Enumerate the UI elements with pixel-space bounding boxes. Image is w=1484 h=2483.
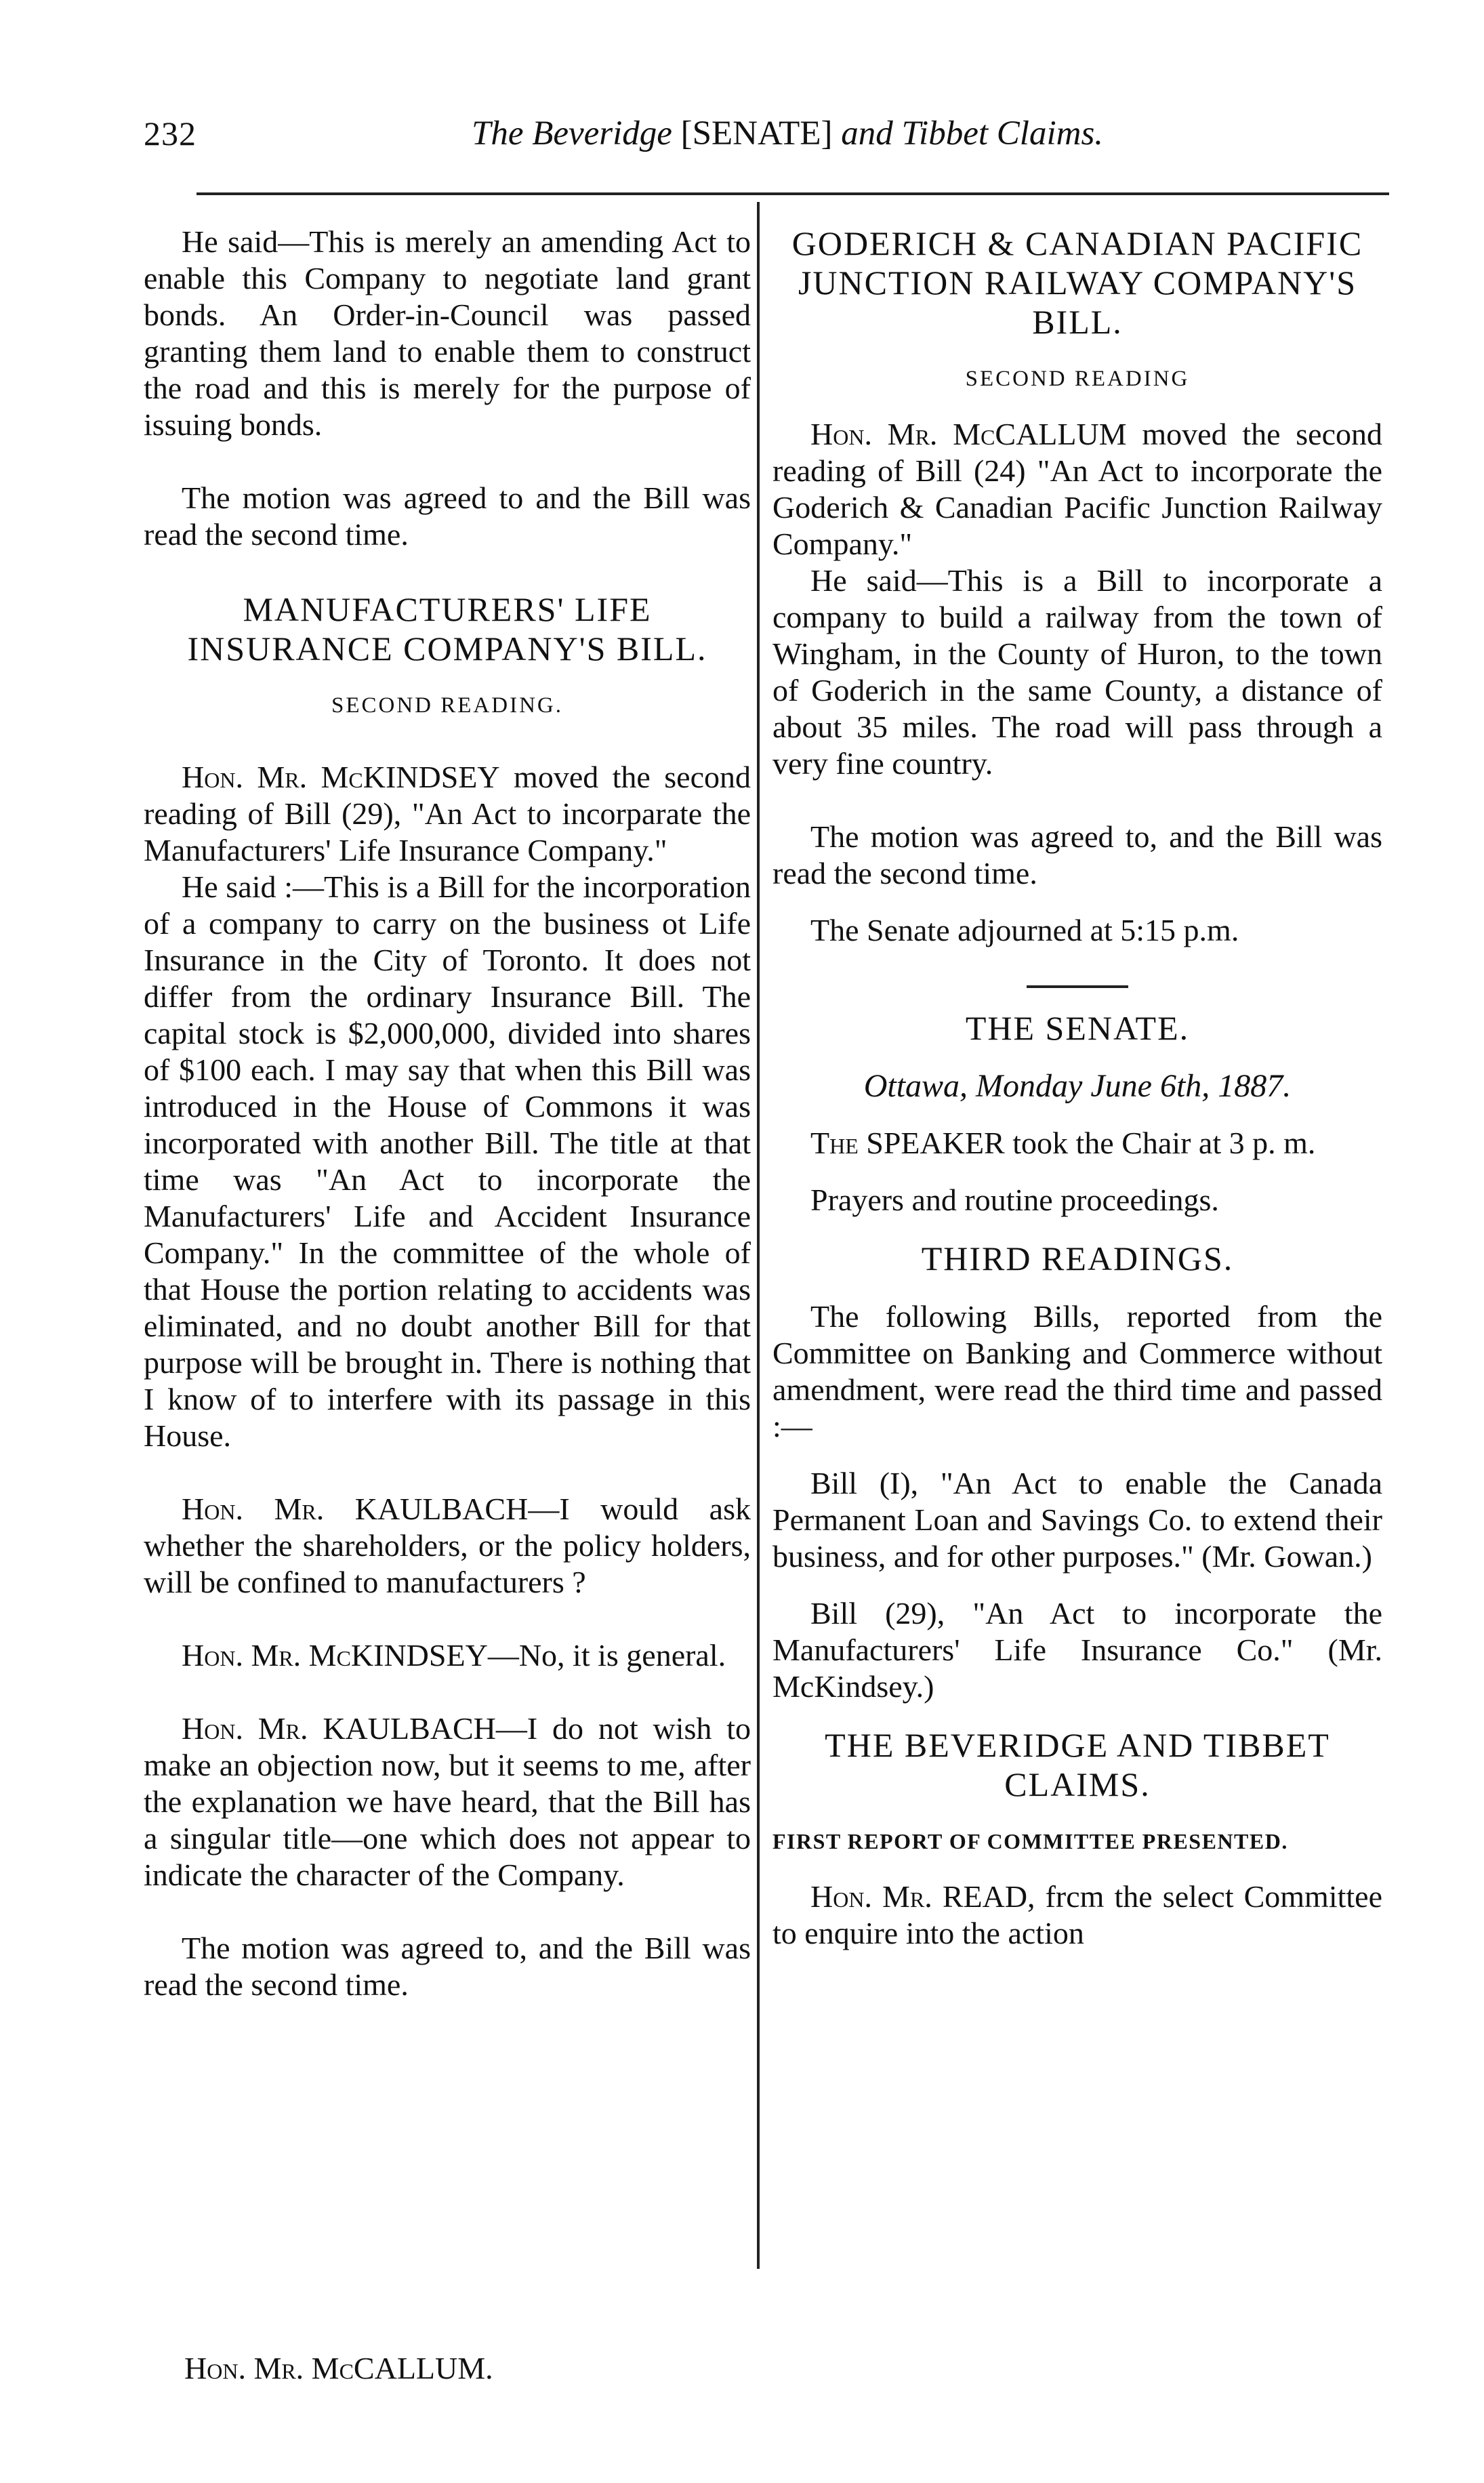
paragraph: Prayers and routine proceedings. xyxy=(810,1183,1219,1217)
running-title-part2: [SENATE] xyxy=(680,115,833,152)
paragraph: The motion was agreed to, and the Bill was read the second time. xyxy=(144,1931,751,2002)
running-title-part1: The Beveridge xyxy=(471,115,672,152)
section-heading: GODERICH & CANADIAN PACIFIC JUNCTION RAILWAY COMPANY'S BILL. xyxy=(791,224,1363,341)
paragraph: He said—This is a Bill to incorporate a company to build a railway from the town of Wingham, in the County of Huron, to the town of Goderich in the same County, a distance of about 35 miles. The road will pass through a very fine country. xyxy=(772,563,1382,781)
speaker-name: Hon. Mr. KAULBACH xyxy=(182,1711,496,1746)
speaker-name: The SPEAKER xyxy=(810,1126,1005,1160)
speaker-name: Hon. Mr. McCALLUM xyxy=(810,417,1127,451)
speech-text: took the Chair at 3 p. m. xyxy=(1004,1126,1316,1160)
section-subheading: FIRST REPORT OF COMMITTEE PRESENTED. xyxy=(772,1829,1288,1853)
column-divider xyxy=(757,202,760,2269)
section-heading: THIRD READINGS. xyxy=(921,1239,1234,1277)
paragraph: The Senate adjourned at 5:15 p.m. xyxy=(810,913,1239,947)
paragraph xyxy=(144,1637,751,1674)
right-column xyxy=(772,224,1382,1952)
section-heading: MANUFACTURERS' LIFE INSURANCE COMPANY'S BILL. xyxy=(187,590,707,668)
speech-text: , frcm the select Committee to enquire into the action xyxy=(772,1879,1382,1950)
speech-text: moved the second reading of Bill (24) "An Act to incorporate the Goderich & Canadian Pacific Junction Railway Company." xyxy=(772,417,1382,561)
speaker-name: Hon. Mr. McKINDSEY xyxy=(182,760,500,794)
speaker-name: Hon. Mr. KAULBACH xyxy=(182,1492,529,1526)
paragraph: The motion was agreed to and the Bill was read the second time. xyxy=(144,480,751,552)
speech-text: —I would ask whether the shareholders, or the policy holders, will be confined to manufacturers ? xyxy=(144,1492,751,1599)
speech-text: moved the second reading of Bill (29), "An Act to incorparate the Manufacturers' Life Insurance Company." xyxy=(144,760,751,867)
speech-text: —I do not wish to make an objection now, but it seems to me, after the explanation we have heard, that the Bill has a singular title—one which does not appear to indicate the character of the Company. xyxy=(144,1711,751,1892)
paragraph xyxy=(772,1879,1382,1952)
paragraph: Bill (29), "An Act to incorporate the Manufacturers' Life Insurance Co." (Mr. McKindsey.) xyxy=(772,1596,1382,1704)
paragraph: He said—This is merely an amending Act to enable this Company to negotiate land grant bonds. An Order-in-Council was passed granting them land to enable them to construct the road and this is merely for the purpose of issuing bonds. xyxy=(144,224,751,442)
paragraph xyxy=(772,1125,1382,1162)
section-subheading: SECOND READING xyxy=(965,367,1190,391)
section-heading: THE SENATE. xyxy=(965,1009,1190,1047)
paragraph xyxy=(144,1710,751,1893)
speaker-name: Hon. Mr. McKINDSEY xyxy=(182,1638,488,1673)
page-number: 232 xyxy=(144,115,197,152)
header-rule xyxy=(197,192,1389,195)
paragraph: He said :—This is a Bill for the incorporation of a company to carry on the business ot Life Insurance in the City of Toronto. It does not differ from the ordinary Insurance Bill. The capital stock is $2,000,000, divided into shares of $100 each. I may say that when this Bill was introduced in the House of Commons it was incorporated with another Bill. The title at that time was "An Act to incorporate the Manufacturers' Life and Accident Insurance Company." In the committee of the whole of that House the portion relating to accidents was eliminated, and no doubt another Bill for that purpose will be brought in. There is nothing that I know of to interfere with its passage in this House. xyxy=(144,869,751,1453)
running-header xyxy=(144,114,1390,168)
section-subheading: SECOND READING. xyxy=(331,693,563,718)
speaker-name: Hon. Mr. READ xyxy=(810,1879,1028,1914)
running-title xyxy=(144,114,1390,153)
continued-speaker: Hon. Mr. McCALLUM. xyxy=(184,2351,493,2385)
paragraph xyxy=(772,416,1382,562)
paragraph: The following Bills, reported from the Committee on Banking and Commerce without amendment, were read the third time and passed :— xyxy=(772,1299,1382,1443)
dateline: Ottawa, Monday June 6th, 1887. xyxy=(863,1068,1292,1104)
running-title-part3: and Tibbet Claims. xyxy=(841,115,1104,152)
paragraph: The motion was agreed to, and the Bill was read the second time. xyxy=(772,819,1382,890)
paragraph: Bill (I), "An Act to enable the Canada Permanent Loan and Savings Co. to extend their business, and for other purposes." (Mr. Gowan.) xyxy=(772,1466,1382,1574)
section-heading: THE BEVERIDGE AND TIBBET CLAIMS. xyxy=(825,1726,1330,1803)
left-column xyxy=(144,224,751,2003)
paragraph xyxy=(144,1491,751,1601)
speech-text: —No, it is general. xyxy=(487,1638,726,1673)
paragraph xyxy=(144,759,751,869)
